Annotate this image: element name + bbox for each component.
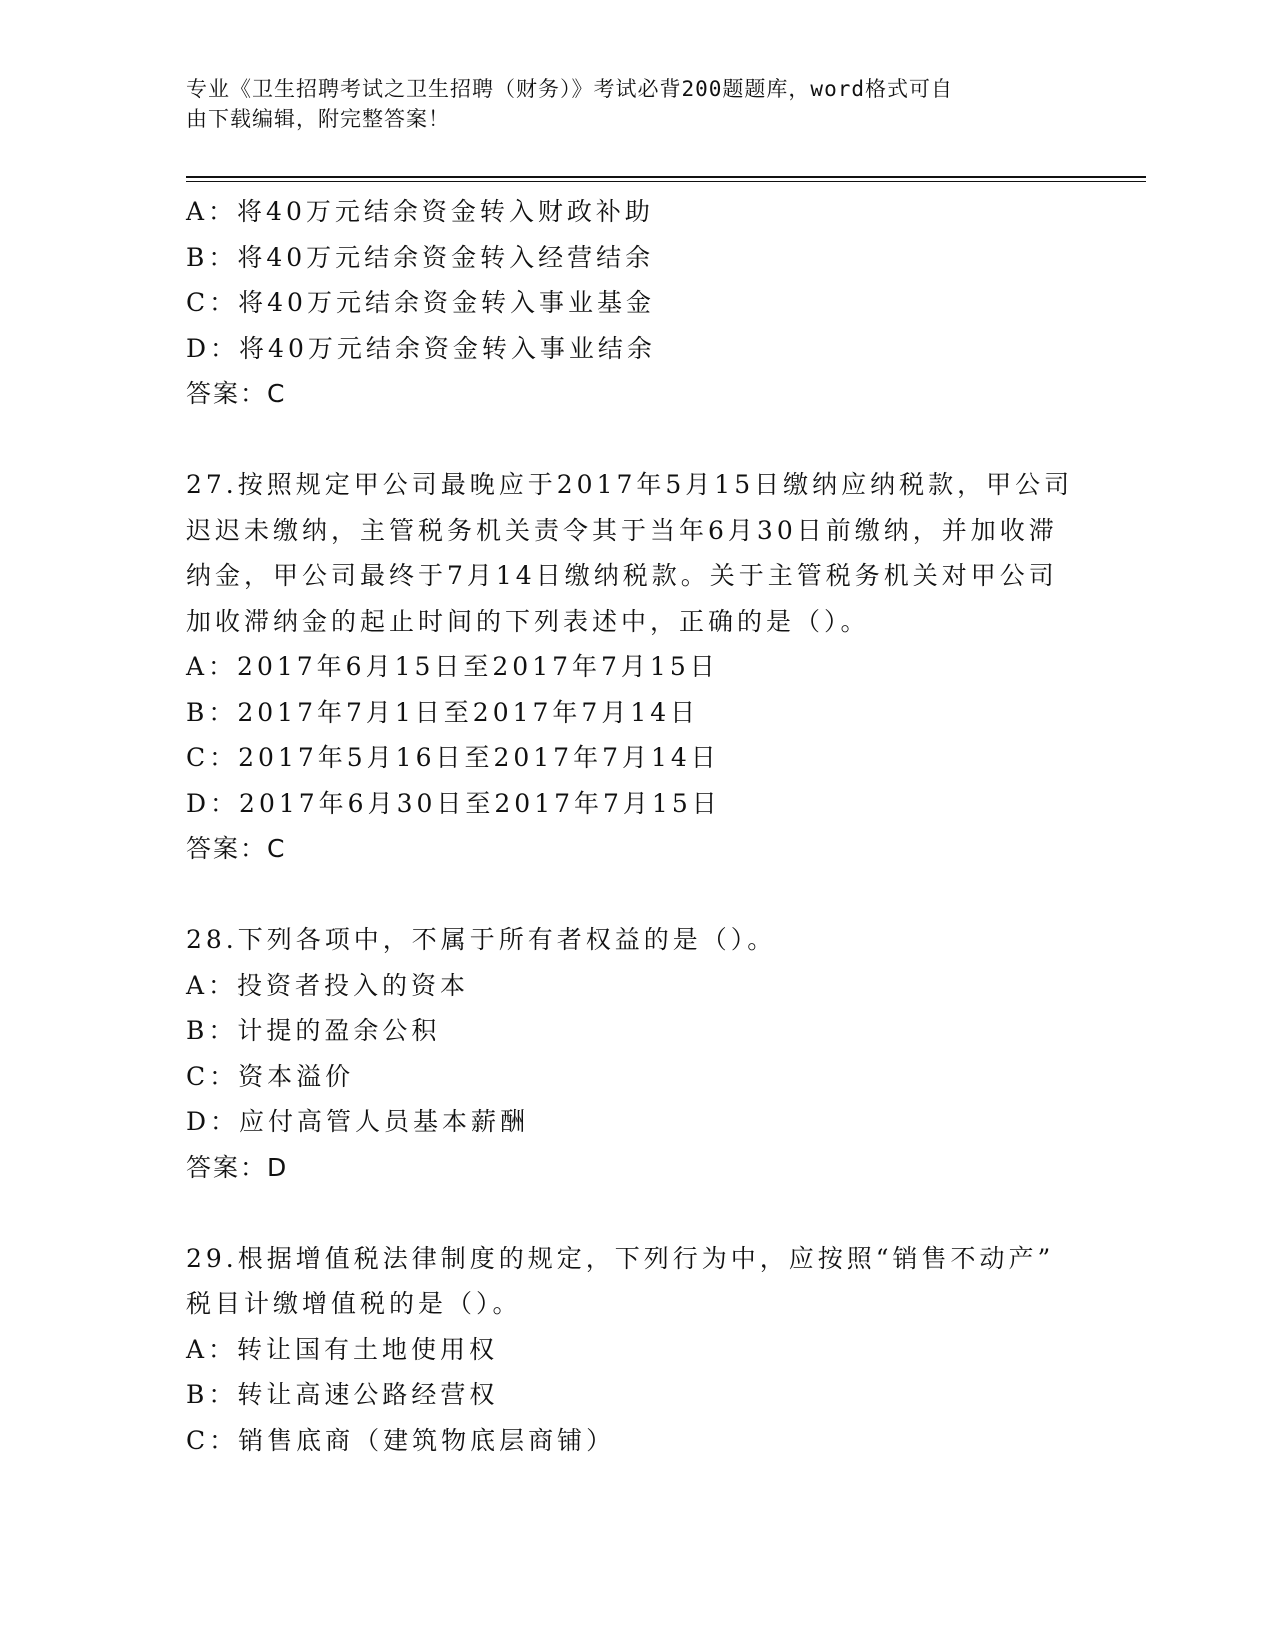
option-a: A：投资者投入的资本 [186,970,470,1000]
question-line: 加收滞纳金的起止时间的下列表述中，正确的是（）。 [186,606,870,636]
option-d: D：将40万元结余资金转入事业结余 [186,333,656,363]
question-text [186,1236,1146,1327]
spacer [186,872,1146,918]
answer: 答案：D [186,1152,289,1182]
option-b: B：转让高速公路经营权 [186,1380,499,1409]
option-b: B：2017年7月1日至2017年7月14日 [186,697,700,727]
question-text [186,917,1146,963]
option-c: C：销售底商（建筑物底层商铺） [186,1425,616,1455]
option-a: A：转让国有土地使用权 [186,1334,499,1364]
answer: 答案：C [186,379,287,408]
question-line: 27.按照规定甲公司最晚应于2017年5月15日缴纳应纳税款，甲公司 [186,470,1074,499]
option-d: D：2017年6月30日至2017年7月15日 [186,788,721,818]
option-a: A：2017年6月15日至2017年7月15日 [186,652,719,681]
question-line: 迟迟未缴纳，主管税务机关责令其于当年6月30日前缴纳，并加收滞 [186,515,1058,545]
answer: 答案：C [186,834,287,863]
option-b: B：将40万元结余资金转入经营结余 [186,242,655,272]
question-27 [186,462,1146,872]
option-c: C：资本溢价 [186,1061,355,1091]
option-d: D：应付高管人员基本薪酬 [186,1107,530,1136]
option-c: C：2017年5月16日至2017年7月14日 [186,743,720,772]
question-28 [186,917,1146,1190]
question-line: 税目计缴增值税的是（）。 [186,1289,522,1318]
document-body [186,189,1146,1463]
question-29 [186,1236,1146,1464]
question-26 [186,189,1146,417]
question-line: 28.下列各项中，不属于所有者权益的是（）。 [186,925,777,954]
question-line: 29.根据增值税法律制度的规定，下列行为中，应按照“销售不动产” [186,1243,1055,1273]
option-c: C：将40万元结余资金转入事业基金 [186,288,655,317]
question-line: 纳金，甲公司最终于7月14日缴纳税款。关于主管税务机关对甲公司 [186,561,1058,590]
spacer [186,417,1146,463]
page-header [186,74,1066,134]
spacer [186,1190,1146,1236]
header-rule-thick [186,176,1146,178]
question-text [186,462,1146,644]
header-line-2: 由下载编辑，附完整答案！ [186,107,450,131]
header-line-1: 专业《卫生招聘考试之卫生招聘（财务）》考试必背200题题库，word格式可自 [186,77,953,101]
option-b: B：计提的盈余公积 [186,1016,441,1045]
header-rule-thin [186,181,1146,182]
option-a: A：将40万元结余资金转入财政补助 [186,197,654,226]
